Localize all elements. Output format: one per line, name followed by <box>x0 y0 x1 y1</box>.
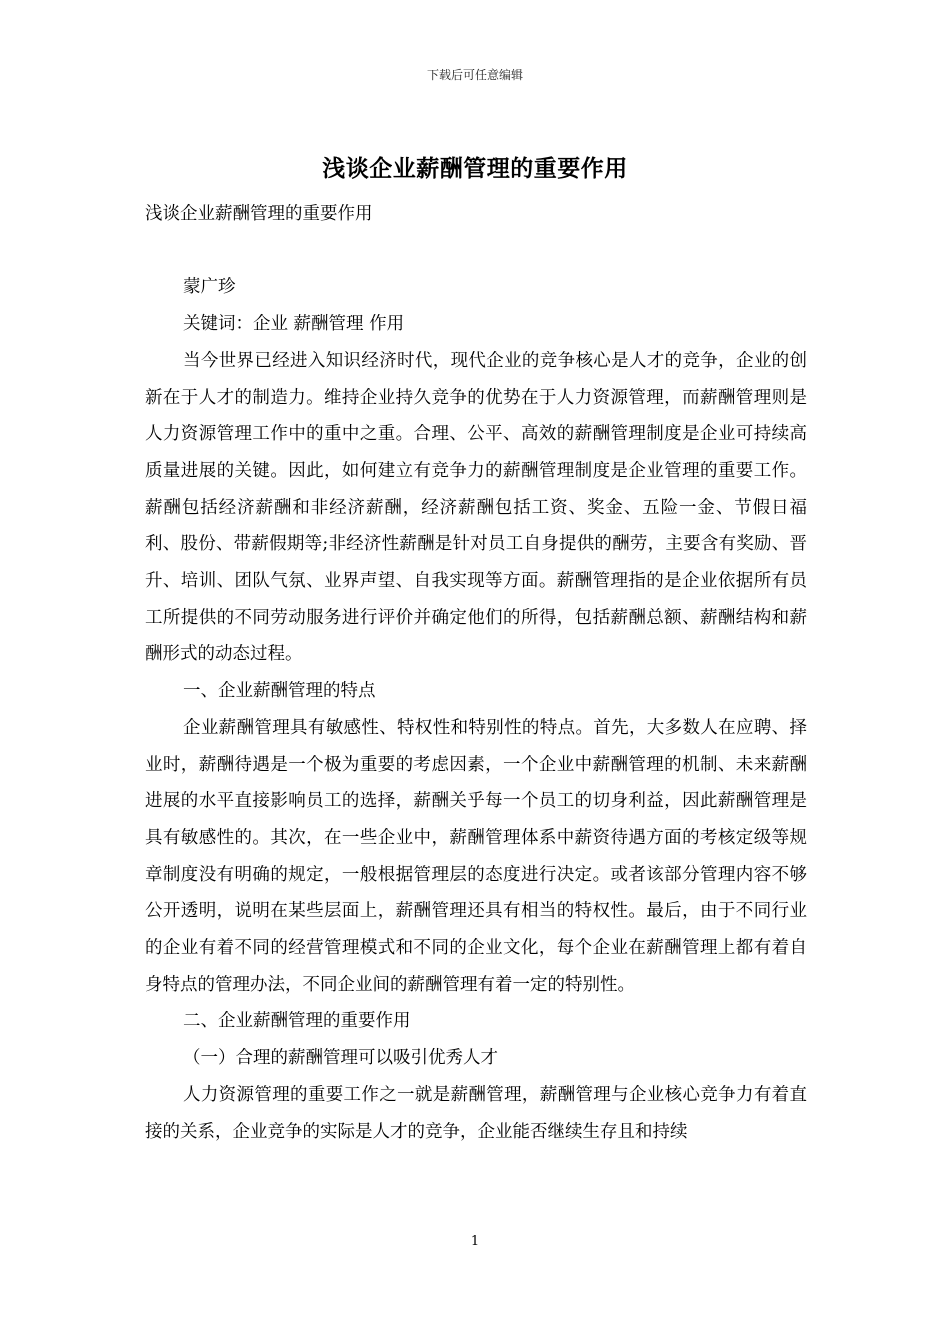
paragraph-intro: 当今世界已经进入知识经济时代，现代企业的竞争核心是人才的竞争，企业的创新在于人才的制造力。维持企业持久竞争的优势在于人力资源管理，而薪酬管理则是人力资源管理工作中的重中之重。合理、公平、高效的薪酬管理制度是企业可持续高质量进展的关键。因此，如何建立有竞争力的薪酬管理制度是企业管理的重要工作。薪酬包括经济薪酬和非经济薪酬，经济薪酬包括工资、奖金、五险一金、节假日福利、股份、带薪假期等;非经济性薪酬是针对员工自身提供的酬劳，主要含有奖励、晋升、培训、团队气氛、业界声望、自我实现等方面。薪酬管理指的是企业依据所有员工所提供的不同劳动服务进行评价并确定他们的所得，包括薪酬总额、薪酬结构和薪酬形式的动态过程。 <box>145 350 807 665</box>
page-number: 1 <box>470 1234 480 1249</box>
section-heading-2: 二、企业薪酬管理的重要作用 <box>183 1011 411 1032</box>
page-title: 浅谈企业薪酬管理的重要作用 <box>322 155 628 182</box>
header-note: 下载后可任意编辑 <box>426 68 523 82</box>
subtitle: 浅谈企业薪酬管理的重要作用 <box>145 204 373 224</box>
document-body <box>145 196 807 1150</box>
paragraph-section-1: 企业薪酬管理具有敏感性、特权性和特别性的特点。首先，大多数人在应聘、择业时，薪酬待遇是一个极为重要的考虑因素，一个企业中薪酬管理的机制、未来薪酬进展的水平直接影响员工的选择，薪酬关乎每一个员工的切身利益，因此薪酬管理是具有敏感性的。其次，在一些企业中，薪酬管理体系中薪资待遇方面的考核定级等规章制度没有明确的规定，一般根据管理层的态度进行决定。或者该部分管理内容不够公开透明，说明在某些层面上，薪酬管理还具有相当的特权性。最后，由于不同行业的企业有着不同的经营管理模式和不同的企业文化，每个企业在薪酬管理上都有着自身特点的管理办法，不同企业间的薪酬管理有着一定的特别性。 <box>145 717 807 995</box>
spacer <box>145 233 807 270</box>
subsection-heading-1: （一）合理的薪酬管理可以吸引优秀人才 <box>183 1048 498 1069</box>
keywords-line: 关键词：企业 薪酬管理 作用 <box>183 314 405 335</box>
paragraph-subsection-1: 人力资源管理的重要工作之一就是薪酬管理，薪酬管理与企业核心竞争力有着直接的关系，企业竞争的实际是人才的竞争，企业能否继续生存且和持续 <box>145 1084 807 1142</box>
author-line: 蒙广珍 <box>183 277 236 298</box>
section-heading-1: 一、企业薪酬管理的特点 <box>183 681 376 702</box>
